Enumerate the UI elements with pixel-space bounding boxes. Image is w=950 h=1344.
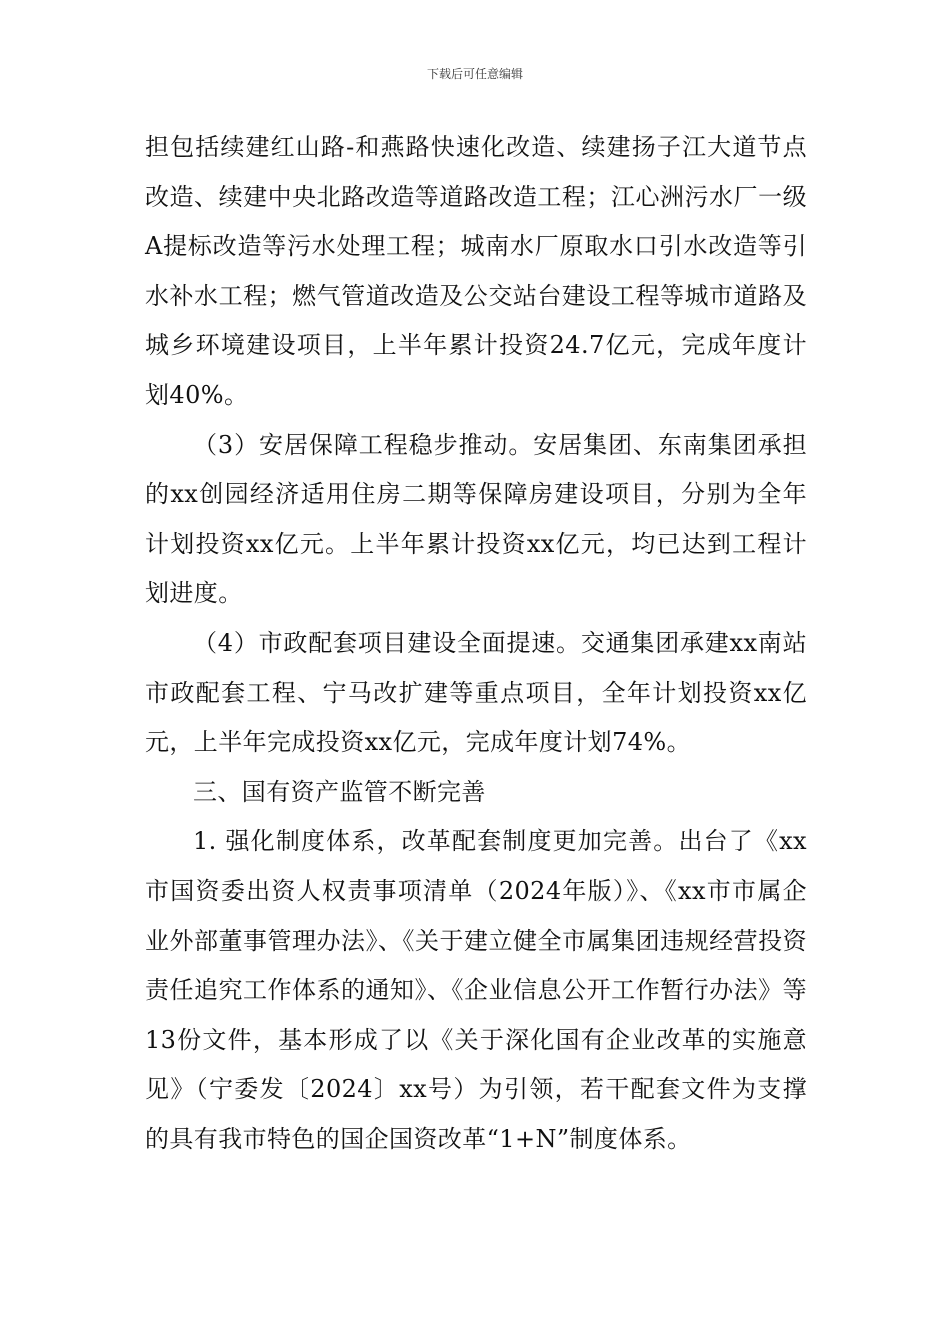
paragraph-housing-security: （3）安居保障工程稳步推动。安居集团、东南集团承担的xx创园经济适用住房二期等保障房建设项目，分别为全年计划投资xx亿元。上半年累计投资xx亿元，均已达到工程计划进度。 (145, 430, 807, 608)
paragraph-municipal-supporting: （4）市政配套项目建设全面提速。交通集团承建xx南站市政配套工程、宁马改扩建等重点项目，全年计划投资xx亿元，上半年完成投资xx亿元，完成年度计划74%。 (145, 628, 807, 757)
page-header-note: 下载后可任意编辑 (426, 67, 523, 81)
paragraph-institutional-system: 1. 强化制度体系，改革配套制度更加完善。出台了《xx市国资委出资人权责事项清单（2024年版）》、《xx市市属企业外部董事管理办法》、《关于建立健全市属集团违规经营投资责任追究工作体系的通知》、《企业信息公开工作暂行办法》等13份文件，基本形成了以《关于深化国有企业改革的实施意见》（宁委发〔2024〕xx号）为引领，若干配套文件为支撑的具有我市特色的国企国资改革“1+N”制度体系。 (145, 827, 807, 1153)
document-body (145, 123, 807, 1164)
section-heading-state-asset-supervision: 三、国有资产监管不断完善 (193, 777, 486, 806)
paragraph-urban-roads: 担包括续建红山路-和燕路快速化改造、续建扬子江大道节点改造、续建中央北路改造等道路改造工程；江心洲污水厂一级A提标改造等污水处理工程；城南水厂原取水口引水改造等引水补水工程；燃气管道改造及公交站台建设工程等城市道路及城乡环境建设项目，上半年累计投资24.7亿元，完成年度计划40%。 (145, 133, 807, 409)
